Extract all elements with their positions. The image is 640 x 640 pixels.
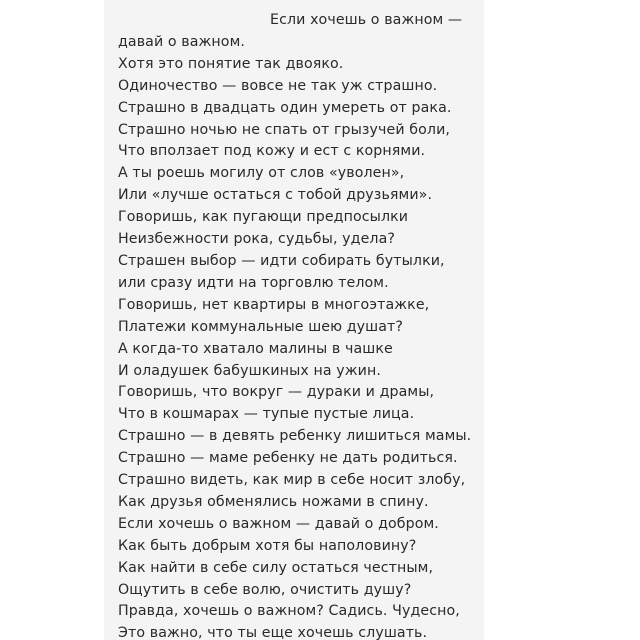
poem-line: Как найти в себе силу остаться честным, xyxy=(118,559,434,576)
poem-line: Как друзья обменялись ножами в спину. xyxy=(118,493,429,510)
poem-line: давай о важном. xyxy=(118,33,245,50)
poem-line: Платежи коммунальные шею душат? xyxy=(118,318,404,335)
poem-line: Страшно ночью не спать от грызучей боли, xyxy=(118,121,451,138)
poem-line: Неизбежности рока, судьбы, удела? xyxy=(118,231,396,248)
poem-line: Страшно видеть, как мир в себе носит злобу, xyxy=(118,472,466,489)
poem-line: А когда-то хватало малины в чашке xyxy=(118,340,393,357)
poem-line: Ощутить в себе волю, очистить душу? xyxy=(118,581,412,598)
poem-line: Если хочешь о важном — xyxy=(270,12,463,28)
poem-line: Говоришь, что вокруг — дураки и драмы, xyxy=(118,384,435,401)
poem-line: Страшно — маме ребенку не дать родиться. xyxy=(118,450,458,467)
poem-line: Хотя это понятие так двояко. xyxy=(118,55,344,72)
poem-line: Страшно в двадцать один умереть от рака. xyxy=(118,99,452,116)
poem-line: Страшен выбор — идти собирать бутылки, xyxy=(118,252,445,269)
poem-line: Если хочешь о важном — давай о добром. xyxy=(118,515,439,532)
poem-line: А ты роешь могилу от слов «уволен», xyxy=(118,165,405,182)
poem-line: или сразу идти на торговлю телом. xyxy=(118,274,389,291)
poem-line: Как быть добрым хотя бы наполовину? xyxy=(118,537,417,554)
poem-line: Или «лучше остаться с тобой друзьями». xyxy=(118,187,433,204)
poem-text xyxy=(118,10,478,640)
poem-line: Что в кошмарах — тупые пустые лица. xyxy=(118,406,415,423)
poem-line: Одиночество — вовсе не так уж страшно. xyxy=(118,77,438,94)
poem-line: И оладушек бабушкиных на ужин. xyxy=(118,362,381,379)
poem-line: Говоришь, как пугающи предпосылки xyxy=(118,209,409,226)
poem-line: Это важно, что ты еще хочешь слушать. xyxy=(118,625,428,640)
poem-line: Говоришь, нет квартиры в многоэтажке, xyxy=(118,296,430,313)
poem-line: Страшно — в девять ребенку лишиться мамы. xyxy=(118,428,472,445)
poem-line: Что вползает под кожу и ест с корнями. xyxy=(118,143,426,160)
poem-line: Правда, хочешь о важном? Садись. Чудесно, xyxy=(118,603,460,620)
